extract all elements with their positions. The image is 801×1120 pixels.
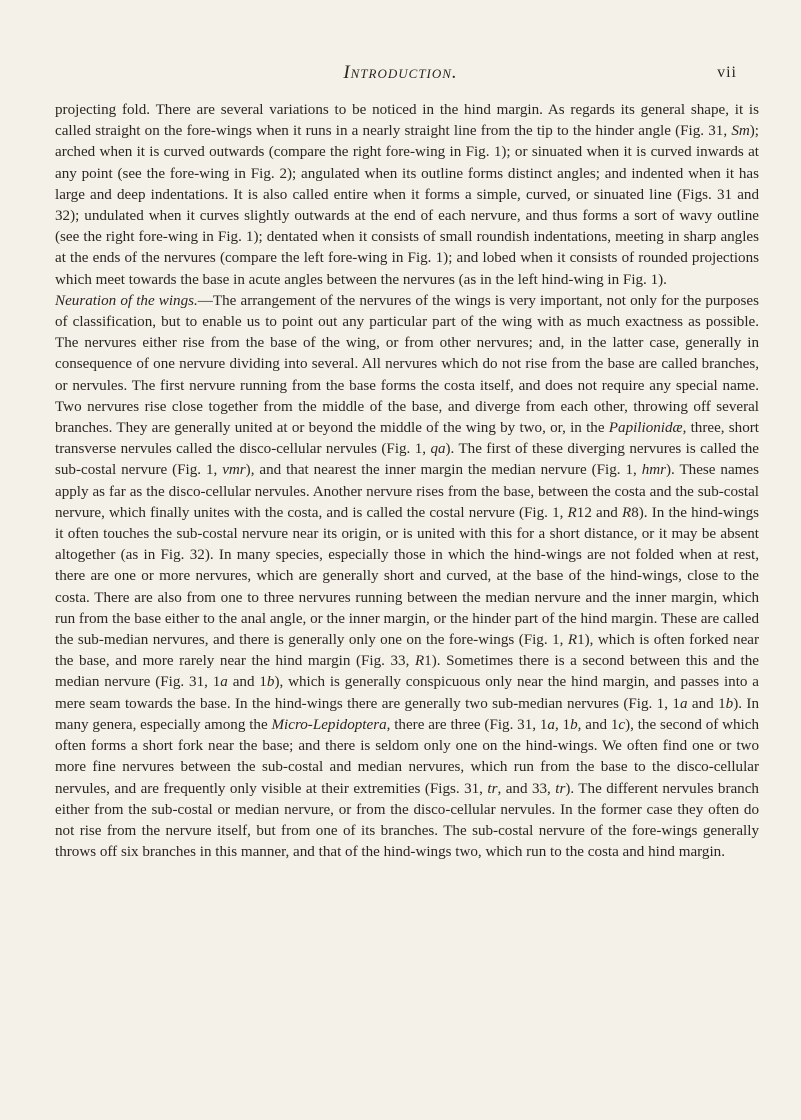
- italic-text-run: tr: [555, 780, 566, 797]
- text-run: ), and that nearest the inner margin the median nervure (Fig. 1,: [245, 462, 642, 479]
- italic-text-run: b: [570, 716, 578, 733]
- text-run: ). In many genera, especially among the: [55, 695, 759, 733]
- text-run: , and 1: [577, 716, 619, 733]
- italic-text-run: Micro-Lepidoptera: [271, 716, 387, 733]
- italic-text-run: b: [266, 674, 275, 691]
- text-run: 1), which is often forked near the base, and more rarely near the hind margin (Fig. 33,: [55, 632, 759, 670]
- text-run: 1). Sometimes there is a second between this and the median nervure (Fig. 31, 1: [55, 653, 759, 691]
- paragraph-neuration: [55, 291, 759, 863]
- text-run: 8). In the hind-wings it often touches the sub-costal nervure near its origin, or is united with this for a short distance, or it may be absent altogether (as in Fig. 32). In many species, especially those in which the hind-wings are not folded when at rest, there are one or more nervures, which are generally short and curved, at the base of the hind-wings, close to the costa. There are also from one to three nervures running between the median nervure and the inner margin, which run from the base either to the anal angle, or the inner margin, or the hinder part of the hind margin. These are called the sub-median nervures, and there is generally only one on the fore-wings (Fig. 1,: [55, 504, 759, 649]
- body-text: [55, 100, 759, 863]
- text-run: 12 and: [576, 504, 622, 521]
- text-run: ). The different nervules branch either from the sub-costal or median nervure, or from the disco-cellular nervules. In the former case they often do not rise from the nervure itself, but from one of its branches. The sub-costal nervure of the fore-wings generally throws off six branches in this manner, and that of the hind-wings two, which run to the costa and hind margin.: [55, 780, 759, 861]
- text-run: projecting fold. There are several variations to be noticed in the hind margin. As regards its general shape, it is called straight on the fore-wings when it runs in a nearly straight line from the tip to the hinder angle (Fig. 31,: [55, 102, 759, 140]
- italic-text-run: Sm: [731, 123, 750, 140]
- text-run: ). These names apply as far as the disco-cellular nervules. Another nervure rises from the base, between the costa and the sub-costal nervure, which finally unites with the costa, and is called the costal nervure (Fig. 1,: [55, 462, 759, 521]
- italic-text-run: Neuration of the wings.: [55, 292, 198, 309]
- italic-text-run: a: [547, 716, 555, 733]
- italic-text-run: R: [414, 653, 425, 670]
- italic-text-run: a: [220, 674, 228, 691]
- text-run: , there are three (Fig. 31, 1: [386, 716, 548, 733]
- text-run: ); arched when it is curved outwards (compare the right fore-wing in Fig. 1); or sinuated when it is curved inwards at any point (see the fore-wing in Fig. 2); angulated when its outline forms distinct angles; and indented when it has large and deep indentations. It is also called entire when it forms a simple, curved, or sinuated line (Figs. 31 and 32); undulated when it curves slightly outwards at the end of each nervure, and thus forms a sort of wavy outline (see the right fore-wing in Fig. 1); dentated when it consists of small roundish indentations, meeting in sharp angles at the ends of the nervures (compare the left fore-wing in Fig. 1); and lobed when it consists of rounded projections which meet towards the base in acute angles between the nervures (as in the left hind-wing in Fig. 1).: [55, 123, 759, 288]
- text-run: and 1: [227, 674, 267, 691]
- text-run: and 1: [687, 695, 726, 712]
- italic-text-run: R: [622, 504, 632, 521]
- text-run: , and 33,: [497, 780, 556, 797]
- text-run: , 1: [554, 716, 571, 733]
- text-run: ), which is generally conspicuous only near the hind margin, and passes into a mere seam towards the base. In the hind-wings there are generally two sub-median nervures (Fig. 1, 1: [55, 674, 759, 712]
- italic-text-run: b: [725, 695, 734, 712]
- text-run: , three, short transverse nervules called the disco-cellular nervules (Fig. 1,: [55, 420, 759, 458]
- italic-text-run: R: [567, 632, 578, 649]
- italic-text-run: a: [679, 695, 688, 712]
- italic-text-run: hmr: [641, 462, 667, 479]
- italic-text-run: R: [567, 504, 577, 521]
- text-run: ), the second of which often forms a short fork near the base; and there is seldom only one on the hind-wings. We often find one or two more fine nervures between the sub-costal and median nervures, which run from the base to the disco-cellular nervules, and are frequently only visible at their extremities (Figs. 31,: [55, 716, 759, 797]
- running-header: [0, 62, 801, 88]
- text-run: —The arrangement of the nervures of the wings is very important, not only for the purposes of classification, but to enable us to point out any particular part of the wing with as much exactness as possible. The nervures either rise from the base of the wing, or from other nervures; and, in the latter case, generally in consequence of one nervure dividing into several. All nervures which do not rise from the base are called branches, or nervules. The first nervure running from the base forms the costa itself, and does not require any special name. Two nervures rise close together from the middle of the base, and diverge from each other, throwing off several branches. They are generally united at or beyond the middle of the wing by two, or, in the: [55, 292, 759, 437]
- running-title: Introduction.: [343, 62, 458, 83]
- italic-text-run: c: [618, 716, 626, 733]
- text-run: ). The first of these diverging nervures is called the sub-costal nervure (Fig. 1,: [55, 441, 759, 479]
- paragraph-hind-margin: [55, 100, 759, 291]
- italic-text-run: Papilionidæ: [608, 420, 683, 437]
- italic-text-run: vmr: [222, 462, 246, 479]
- italic-text-run: qa: [430, 441, 446, 458]
- italic-text-run: tr: [487, 780, 498, 797]
- page-number: vii: [717, 64, 737, 81]
